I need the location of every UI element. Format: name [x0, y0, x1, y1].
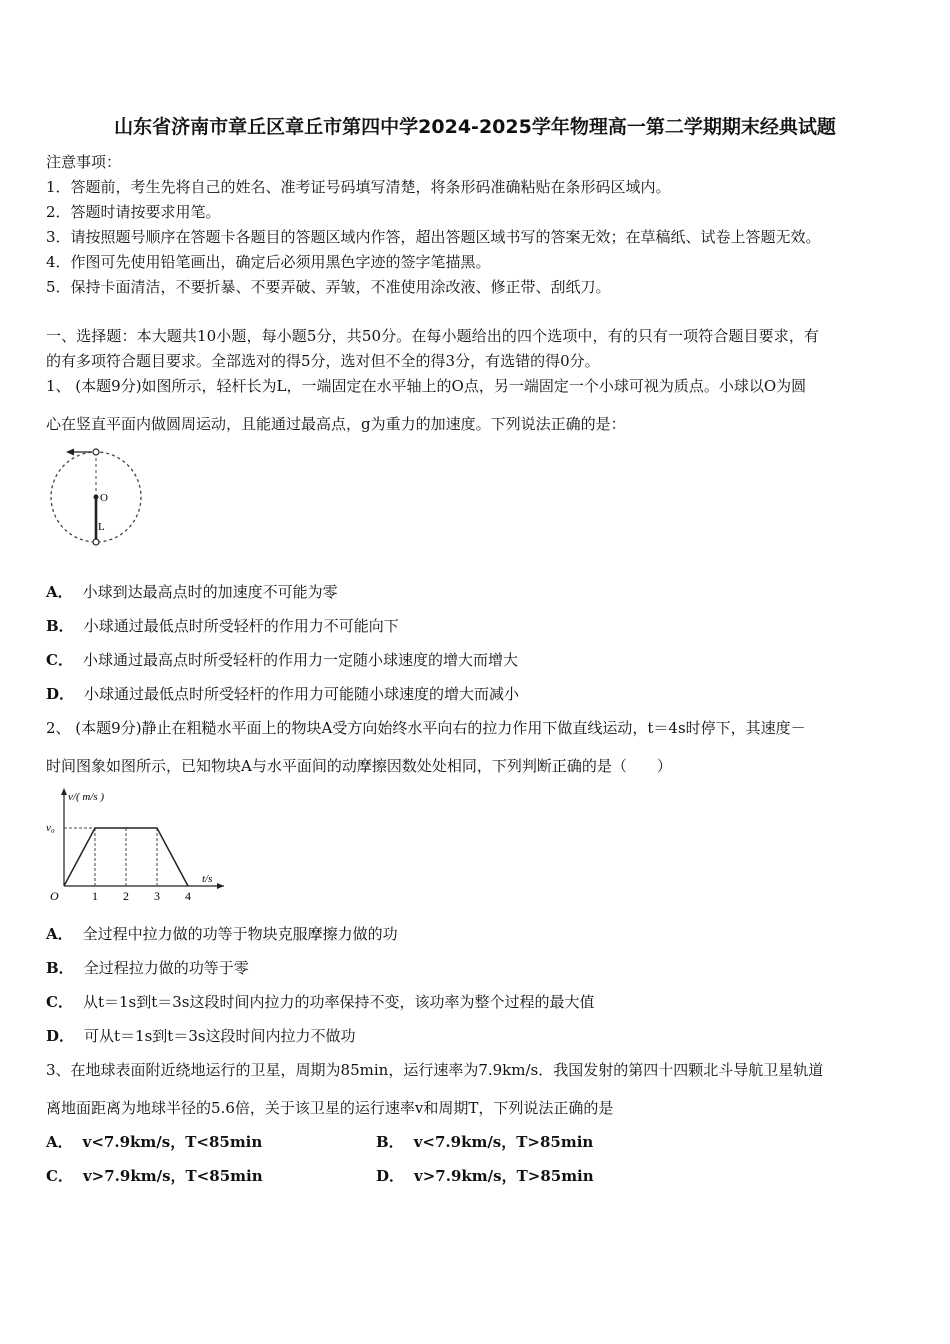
q1-option-a: A． 小球到达最高点时的加速度不可能为零	[46, 583, 338, 601]
q2-stem-line2: 时间图象如图所示，已知物块A与水平面间的动摩擦因数处处相同，下列判断正确的是（ ）	[46, 757, 672, 775]
q3-option-c: C． v>7.9km/s，T<85min	[46, 1167, 263, 1185]
x-axis-label: t/s	[202, 873, 213, 885]
x-tick-label: 2	[123, 889, 129, 903]
ball-bottom	[93, 539, 99, 545]
section-instructions-line2: 的有多项符合题目要求。全部选对的得5分，选对但不全的得3分，有选错的得0分。	[46, 352, 600, 370]
q1-option-b: B． 小球通过最低点时所受轻杆的作用力不可能向下	[46, 617, 399, 635]
q3-stem-line1: 3、在地球表面附近绕地运行的卫星，周期为85min，运行速率为7.9km/s．我国发射的第四十四颗北斗导航卫星轨道	[46, 1061, 824, 1079]
q3-option-a: A． v<7.9km/s，T<85min	[46, 1133, 263, 1151]
arrow-head-icon	[66, 449, 74, 456]
q2-stem-line1: 2、 (本题9分)静止在粗糙水平面上的物块A受方向始终水平向右的拉力作用下做直线运动，t＝4s时停下，其速度－	[46, 719, 806, 737]
q3-option-b: B． v<7.9km/s，T>85min	[376, 1133, 594, 1151]
origin-label: O	[50, 889, 59, 903]
notice-item: 1．答题前，考生先将自己的姓名、准考证号码填写清楚，将条形码准确粘贴在条形码区域内。	[46, 178, 671, 196]
notice-heading: 注意事项：	[46, 153, 122, 171]
q2-option-a: A． 全过程中拉力做的功等于物块克服摩擦力做的功	[46, 925, 398, 943]
pivot-point	[94, 495, 99, 500]
q3-stem-line2: 离地面距离为地球半径的5.6倍，关于该卫星的运行速率v和周期T，下列说法正确的是	[46, 1099, 614, 1117]
q2-option-c: C． 从t＝1s到t＝3s这段时间内拉力的功率保持不变，该功率为整个过程的最大值	[46, 993, 595, 1011]
page-title: 山东省济南市章丘区章丘市第四中学2024-2025学年物理高一第二学期期末经典试题	[114, 116, 836, 138]
notice-item: 2．答题时请按要求用笔。	[46, 203, 221, 221]
q1-option-d: D． 小球通过最低点时所受轻杆的作用力可能随小球速度的增大而减小	[46, 685, 520, 703]
q1-stem-line1: 1、 (本题9分)如图所示，轻杆长为L，一端固定在水平轴上的O点，另一端固定一个小球可视为质点。小球以O为圆	[46, 377, 807, 395]
q2-option-b: B． 全过程拉力做的功等于零	[46, 959, 249, 977]
q1-option-c: C． 小球通过最高点时所受轻杆的作用力一定随小球速度的增大而增大	[46, 651, 518, 669]
y-axis-arrow-icon	[61, 788, 67, 795]
x-tick-label: 1	[92, 889, 98, 903]
notice-item: 5．保持卡面清洁，不要折暴、不要弄破、弄皱，不准使用涂改液、修正带、刮纸刀。	[46, 278, 611, 296]
x-tick-label: 3	[154, 889, 160, 903]
velocity-series-line	[64, 828, 188, 886]
x-tick-label: 4	[185, 889, 191, 903]
q2-vt-chart	[44, 784, 230, 908]
notice-item: 4．作图可先使用铅笔画出，确定后必须用黑色字迹的签字笔描黑。	[46, 253, 491, 271]
notice-item: 3．请按照题号顺序在答题卡各题目的答题区域内作答，超出答题区域书写的答案无效；在草稿纸、试卷上答题无效。	[46, 228, 821, 246]
q3-option-d: D． v>7.9km/s，T>85min	[376, 1167, 594, 1185]
q2-option-d: D． 可从t＝1s到t＝3s这段时间内拉力不做功	[46, 1027, 356, 1045]
y-axis-label: v/( m/s )	[68, 791, 105, 803]
v0-label: v₀	[46, 822, 55, 834]
label-o: O	[100, 492, 108, 504]
q1-stem-line2: 心在竖直平面内做圆周运动，且能通过最高点，g为重力的加速度。下列说法正确的是：	[46, 415, 626, 433]
x-axis-arrow-icon	[217, 883, 224, 889]
label-l: L	[98, 521, 105, 533]
section-instructions-line1: 一、选择题：本大题共10小题，每小题5分，共50分。在每小题给出的四个选项中，有的只有一项符合题目要求，有	[46, 327, 820, 345]
q1-figure-circle-rod	[46, 444, 146, 554]
ball-top	[93, 449, 99, 455]
